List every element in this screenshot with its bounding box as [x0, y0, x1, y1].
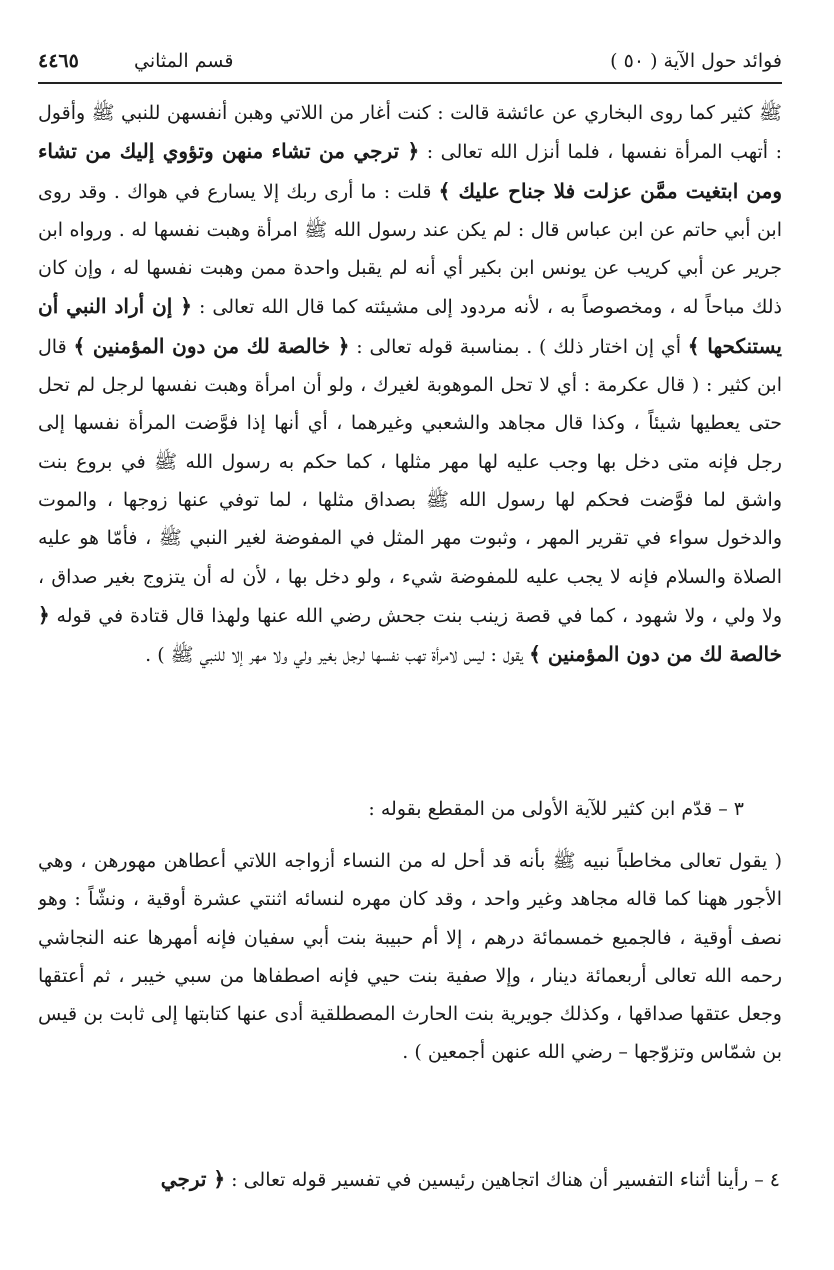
- paragraph-text: قلت : ما أرى ربك إلا يسارع في هواك . وقد روى ابن أبي حاتم عن ابن عباس قال : لم يكن عند رسول الله ﷺ امرأة وهبت نفسها له . ورواه ابن جرير عن أبي كريب عن يونس ابن بكير أي أنه لم يقبل واحدة ممن وهبت نفسها له ، وإن كان ذلك مباحاً له ، ومخصوصاً به ، لأنه مردود إلى مشيئته كما قال الله تعالى :: [38, 180, 782, 319]
- paragraph-text: أي إن اختار ذلك ) . بمناسبة قوله تعالى :: [349, 335, 688, 358]
- header-rule: [38, 82, 782, 84]
- running-title: فوائد حول الآية ( ٥٠ ): [610, 50, 782, 72]
- quran-verse: ﴿ ترجي: [160, 1167, 226, 1191]
- book-page: [38, 44, 782, 1244]
- numbered-point-3: ٣ – قدّم ابن كثير للآية الأولى من المقطع بقوله :: [368, 798, 744, 820]
- quran-verse: ﴿ إن أراد النبي أن يستنكحها ﴾: [38, 294, 782, 358]
- quran-verse: ﴿ ترجي من تشاء منهن وتؤوي إليك من تشاء ومن ابتغيت ممَّن عزلت فلا جناح عليك ﴾: [38, 139, 782, 203]
- quran-verse: ﴿ خالصة لك من دون المؤمنين ﴾: [73, 333, 350, 358]
- quran-verse: ﴿ خالصة لك من دون المؤمنين ﴾: [38, 602, 782, 667]
- paragraph-text: ﷺ كثير كما روى البخاري عن عائشة قالت : كنت أغار من اللاتي وهبن أنفسهن للنبي ﷺ وأقول : أتهب المرأة نفسها ، فلما أنزل الله تعالى :: [38, 102, 782, 164]
- quoted-passage: ( يقول تعالى مخاطباً نبيه ﷺ بأنه قد أحل له من النساء أزواجه اللاتي أعطاهن مهورهن ، وهي الأجور ههنا كما قاله مجاهد وغير واحد ، وقد كان مهره لنسائه اثنتي عشرة أوقية ، ونشّاً : وهو نصف أوقية ، فالجميع خمسمائة درهم ، إلا أم حبيبة بنت أبي سفيان فإنه أمهرها عنه النجاشي رحمه الله تعالى أربعمائة دينار ، وإلا صفية بنت حيي فإنه اصطفاها من سبي خيبر ، ثم أعتقها وجعل عتقها صداقها ، وكذلك جويرية بنت الحارث المصطلقية أدى عنها كتابتها إلى ثابت بن قيس بن شمّاس وتزوّجها – رضي الله عنهن أجمعين ) .: [38, 850, 782, 1064]
- page-number: ٤٤٦٥: [38, 50, 79, 72]
- paragraph-text: يقول : ليس لامرأة تهب نفسها لرجل بغير ولي ولا مهر إلا للنبي ﷺ ) .: [145, 644, 530, 667]
- paragraph-text: ٤ – رأينا أثناء التفسير أن هناك اتجاهين رئيسين في تفسير قوله تعالى :: [225, 1169, 780, 1191]
- numbered-point-4: [38, 1160, 782, 1200]
- section-name: قسم المثاني: [134, 50, 234, 72]
- paragraph-commentary: [38, 94, 782, 784]
- paragraph-text: قال ابن كثير : ( قال عكرمة : أي لا تحل الموهوبة لغيرك ، ولو أن امرأة وهبت نفسها لرجل لم تحل حتى يعطيها شيئاً ، وكذا قال مجاهد والشعبي وغيرهما ، أي أنها إذا فوَّضت المرأة نفسها إلى رجل فإنه متى دخل بها وجب عليه لها مهر مثلها ، كما حكم به رسول الله ﷺ في بروع بنت واشق لما فوَّضت فحكم لها رسول الله ﷺ بصداق مثلها ، لما توفي عنها زوجها ، والموت والدخول سواء في تقرير المهر ، وثبوت مهر المثل في المفوضة لغير النبي ﷺ ، فأمّا هو عليه الصلاة والسلام فإنه لا يجب عليه للمفوضة شيء ، ولو دخل بها ، لأن له أن يتزوج بغير صداق ، ولا ولي ، ولا شهود ، كما في قصة زينب بنت جحش رضي الله عنها ولهذا قال قتادة في قوله: [38, 335, 782, 627]
- running-header: [38, 44, 782, 78]
